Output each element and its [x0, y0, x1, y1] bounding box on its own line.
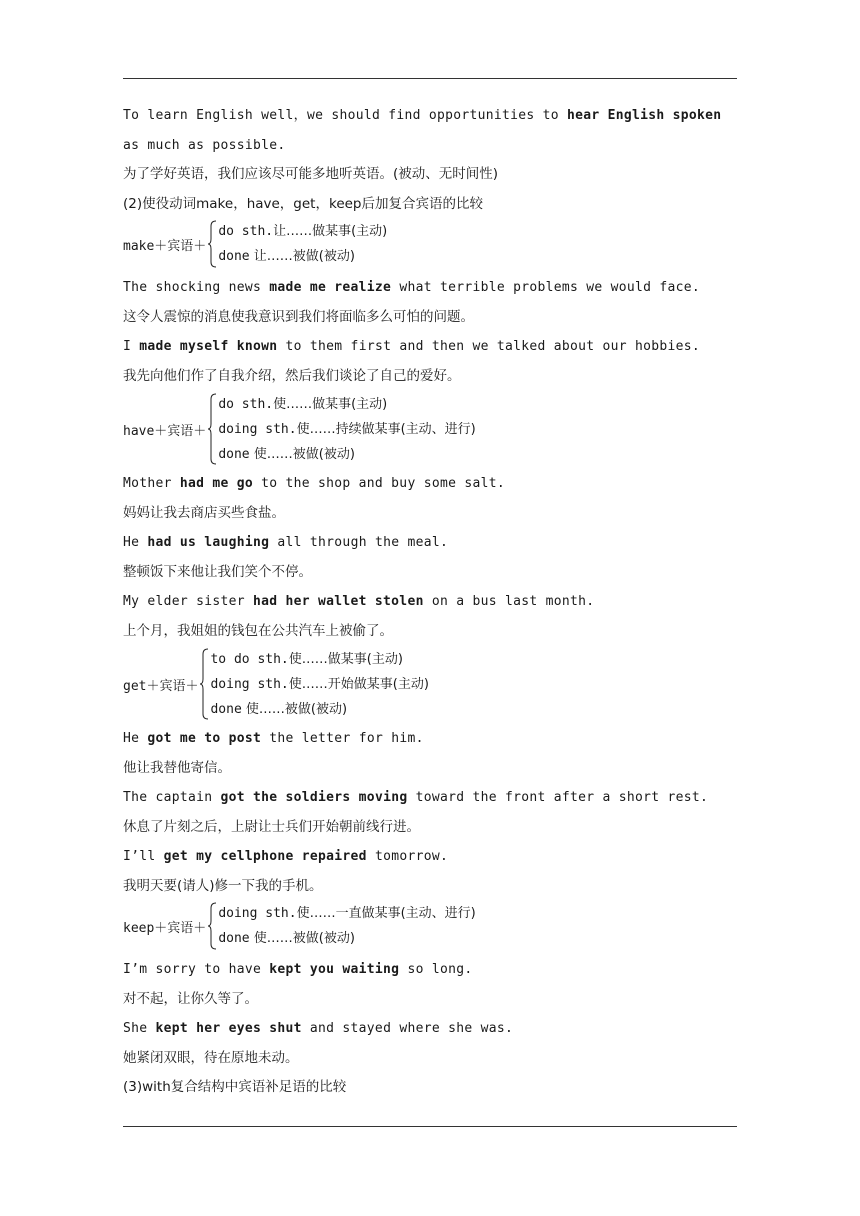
example-sentence: She kept her eyes shut and stayed where she was.	[123, 1021, 514, 1036]
example-sentence: He got me to post the letter for him.	[123, 731, 424, 746]
structure-options	[218, 219, 387, 269]
brace-icon	[200, 648, 209, 720]
header-rule	[123, 78, 737, 79]
structure-option: to do sth.使……做某事(主动)	[210, 651, 403, 667]
footer-rule	[123, 1126, 737, 1127]
example-sentence: He had us laughing all through the meal.	[123, 535, 449, 550]
example-translation: 我明天要(请人)修一下我的手机。	[123, 877, 323, 894]
example-translation: 我先向他们作了自我介绍，然后我们谈论了自己的爱好。	[123, 367, 461, 384]
example-sentence: I made myself known to them first and then we talked about our hobbies.	[123, 339, 701, 354]
example-sentence: I’ll get my cellphone repaired tomorrow.	[123, 849, 449, 864]
example-translation: 休息了片刻之后，上尉让士兵们开始朝前线行进。	[123, 818, 420, 835]
structure-lead: have＋宾语＋	[123, 423, 207, 439]
make-structure	[123, 219, 739, 269]
example-sentence: The shocking news made me realize what terrible problems we would face.	[123, 280, 701, 295]
structure-option: done 让……被做(被动)	[218, 249, 355, 264]
have-structure	[123, 391, 739, 467]
structure-option: doing sth.使……一直做某事(主动、进行)	[218, 906, 476, 921]
section-heading: (2)使役动词make，have，get，keep后加复合宾语的比较	[123, 195, 483, 212]
example-sentence: My elder sister had her wallet stolen on a bus last month.	[123, 594, 595, 609]
keep-structure	[123, 901, 739, 951]
brace-icon	[208, 220, 217, 268]
example-sentence: I’m sorry to have kept you waiting so long.	[123, 962, 473, 977]
example-translation: 为了学好英语，我们应该尽可能多地听英语。(被动、无时间性)	[123, 166, 499, 182]
example-translation: 整顿饭下来他让我们笑个不停。	[123, 563, 312, 580]
structure-options	[218, 901, 475, 951]
structure-options	[218, 392, 475, 467]
structure-options	[210, 647, 428, 722]
example-sentence: To learn English well，we should find opportunities to hear English spoken as much as possible.	[123, 108, 722, 153]
example-translation: 她紧闭双眼，待在原地未动。	[123, 1049, 299, 1066]
structure-option: doing sth.使……开始做某事(主动)	[210, 676, 429, 692]
structure-option: done 使……被做(被动)	[218, 446, 355, 462]
example-translation: 这令人震惊的消息使我意识到我们将面临多么可怕的问题。	[123, 308, 474, 325]
structure-option: done 使……被做(被动)	[210, 701, 348, 717]
get-structure	[123, 646, 739, 722]
example-translation: 妈妈让我去商店买些食盐。	[123, 504, 285, 521]
structure-option: doing sth.使……持续做某事(主动、进行)	[218, 421, 476, 437]
structure-option: do sth.让……做某事(主动)	[218, 224, 388, 239]
example-translation: 对不起，让你久等了。	[123, 990, 258, 1007]
structure-option: do sth.使……做某事(主动)	[218, 396, 388, 412]
brace-icon	[208, 902, 217, 950]
example-sentence: Mother had me go to the shop and buy some salt.	[123, 476, 505, 491]
example-translation: 他让我替他寄信。	[123, 759, 231, 776]
structure-option: done 使……被做(被动)	[218, 931, 355, 946]
example-translation: 上个月，我姐姐的钱包在公共汽车上被偷了。	[123, 622, 393, 639]
document-body	[123, 101, 739, 1103]
structure-lead: make＋宾语＋	[123, 238, 207, 254]
brace-icon	[208, 393, 217, 465]
section-heading: (3)with复合结构中宾语补足语的比较	[123, 1079, 347, 1095]
structure-lead: get＋宾语＋	[123, 678, 199, 694]
structure-lead: keep＋宾语＋	[123, 920, 207, 936]
example-sentence: The captain got the soldiers moving toward the front after a short rest.	[123, 790, 709, 805]
